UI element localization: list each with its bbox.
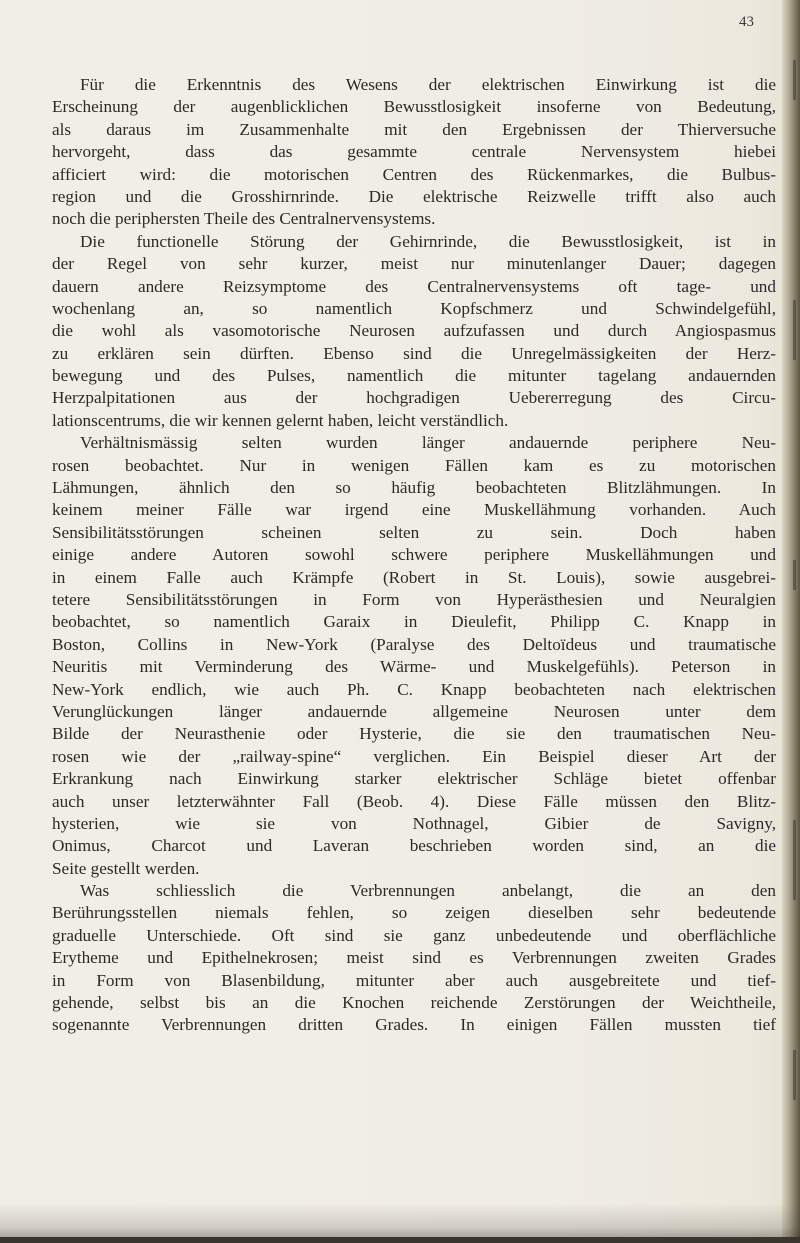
text-line: Verunglückungen länger andauernde allgemeine Neurosen unter dem (52, 701, 776, 721)
page-number: 43 (739, 14, 754, 30)
text-line: beobachtet, so namentlich Garaix in Dieulefit, Philipp C. Knapp in (52, 612, 776, 632)
text-line: Erscheinung der augenblicklichen Bewusstlosigkeit insoferne von Bedeutung, (52, 97, 776, 117)
page-binding-edge (782, 0, 800, 1243)
text-line: in Form von Blasenbildung, mitunter aber auch ausgebreitete und tief- (52, 970, 776, 990)
text-line: sogenannte Verbrennungen dritten Grades. In einigen Fällen mussten tief (52, 1015, 776, 1035)
binding-mark (793, 60, 796, 100)
text-line: zu erklären sein dürften. Ebenso sind die Unregelmässigkeiten der Herz- (52, 343, 776, 363)
page-bottom-edge (0, 1237, 800, 1243)
text-line: hervorgeht, dass das gesammte centrale Nervensystem hiebei (52, 142, 776, 162)
text-line: die wohl als vasomotorische Neurosen aufzufassen und durch Angiospasmus (52, 321, 776, 341)
text-line: keinem meiner Fälle war irgend eine Muskellähmung vorhanden. Auch (52, 500, 776, 520)
text-line: Die functionelle Störung der Gehirnrinde, die Bewusstlosigkeit, ist in (80, 231, 776, 251)
text-line: der Regel von sehr kurzer, meist nur minutenlanger Dauer; dagegen (52, 254, 776, 274)
binding-mark (793, 300, 796, 360)
text-line: region und die Grosshirnrinde. Die elektrische Reizwelle trifft also auch (52, 186, 776, 206)
text-line: Lähmungen, ähnlich den so häufig beobachteten Blitzlähmungen. In (52, 478, 776, 498)
body-text (52, 74, 776, 1037)
text-line: lationscentrums, die wir kennen gelernt haben, leicht verständlich. (52, 410, 509, 430)
text-line: Sensibilitätsstörungen scheinen selten zu sein. Doch haben (52, 522, 776, 542)
text-line: dauern andere Reizsymptome des Centralnervensystems oft tage- und (52, 276, 776, 296)
text-line: noch die periphersten Theile des Centralnervensystems. (52, 209, 436, 229)
text-line: hysterien, wie sie von Nothnagel, Gibier de Savigny, (52, 813, 776, 833)
text-line: gehende, selbst bis an die Knochen reichende Zerstörungen der Weichtheile, (52, 993, 776, 1013)
text-line: Bilde der Neurasthenie oder Hysterie, die sie den traumatischen Neu- (52, 724, 776, 744)
text-line: Neuritis mit Verminderung des Wärme- und Muskelgefühls). Peterson in (52, 657, 776, 677)
text-line: Was schliesslich die Verbrennungen anbelangt, die an den (80, 881, 776, 901)
text-line: Erkrankung nach Einwirkung starker elektrischer Schläge bietet offenbar (52, 769, 776, 789)
text-line: graduelle Unterschiede. Oft sind sie ganz unbedeutende und oberflächliche (52, 925, 776, 945)
binding-mark (793, 1050, 796, 1100)
text-line: als daraus im Zusammenhalte mit den Ergebnissen der Thierversuche (52, 119, 776, 139)
text-line: in einem Falle auch Krämpfe (Robert in St. Louis), sowie ausgebrei- (52, 567, 776, 587)
text-line: Für die Erkenntnis des Wesens der elektrischen Einwirkung ist die (80, 75, 776, 94)
text-line: Seite gestellt werden. (52, 858, 200, 878)
text-line: Boston, Collins in New-York (Paralyse des Deltoïdeus und traumatische (52, 634, 776, 654)
text-line: Onimus, Charcot und Laveran beschrieben worden sind, an die (52, 836, 776, 856)
text-line: auch unser letzterwähnter Fall (Beob. 4). Diese Fälle müssen den Blitz- (52, 791, 776, 811)
text-line: Herzpalpitationen aus der hochgradigen Uebererregung des Circu- (52, 388, 776, 408)
text-line: rosen wie der „railway-spine“ verglichen. Ein Beispiel dieser Art der (52, 746, 776, 766)
text-line: New-York endlich, wie auch Ph. C. Knapp beobachteten nach elektrischen (52, 679, 776, 699)
text-line: wochenlang an, so namentlich Kopfschmerz und Schwindelgefühl, (52, 298, 776, 318)
binding-mark (793, 820, 796, 900)
text-line: Berührungsstellen niemals fehlen, so zeigen dieselben sehr bedeutende (52, 903, 776, 923)
text-line: bewegung und des Pulses, namentlich die mitunter tagelang andauernden (52, 366, 776, 386)
binding-mark (793, 560, 796, 590)
text-line: tetere Sensibilitätsstörungen in Form von Hyperästhesien und Neuralgien (52, 589, 776, 609)
text-line: Erytheme und Epithelnekrosen; meist sind es Verbrennungen zweiten Grades (52, 948, 776, 968)
text-line: einige andere Autoren sowohl schwere periphere Muskellähmungen und (52, 545, 776, 565)
text-line: afficiert wird: die motorischen Centren des Rückenmarkes, die Bulbus- (52, 164, 776, 184)
text-line: Verhältnismässig selten wurden länger andauernde periphere Neu- (80, 433, 776, 453)
text-line: rosen beobachtet. Nur in wenigen Fällen kam es zu motorischen (52, 455, 776, 475)
